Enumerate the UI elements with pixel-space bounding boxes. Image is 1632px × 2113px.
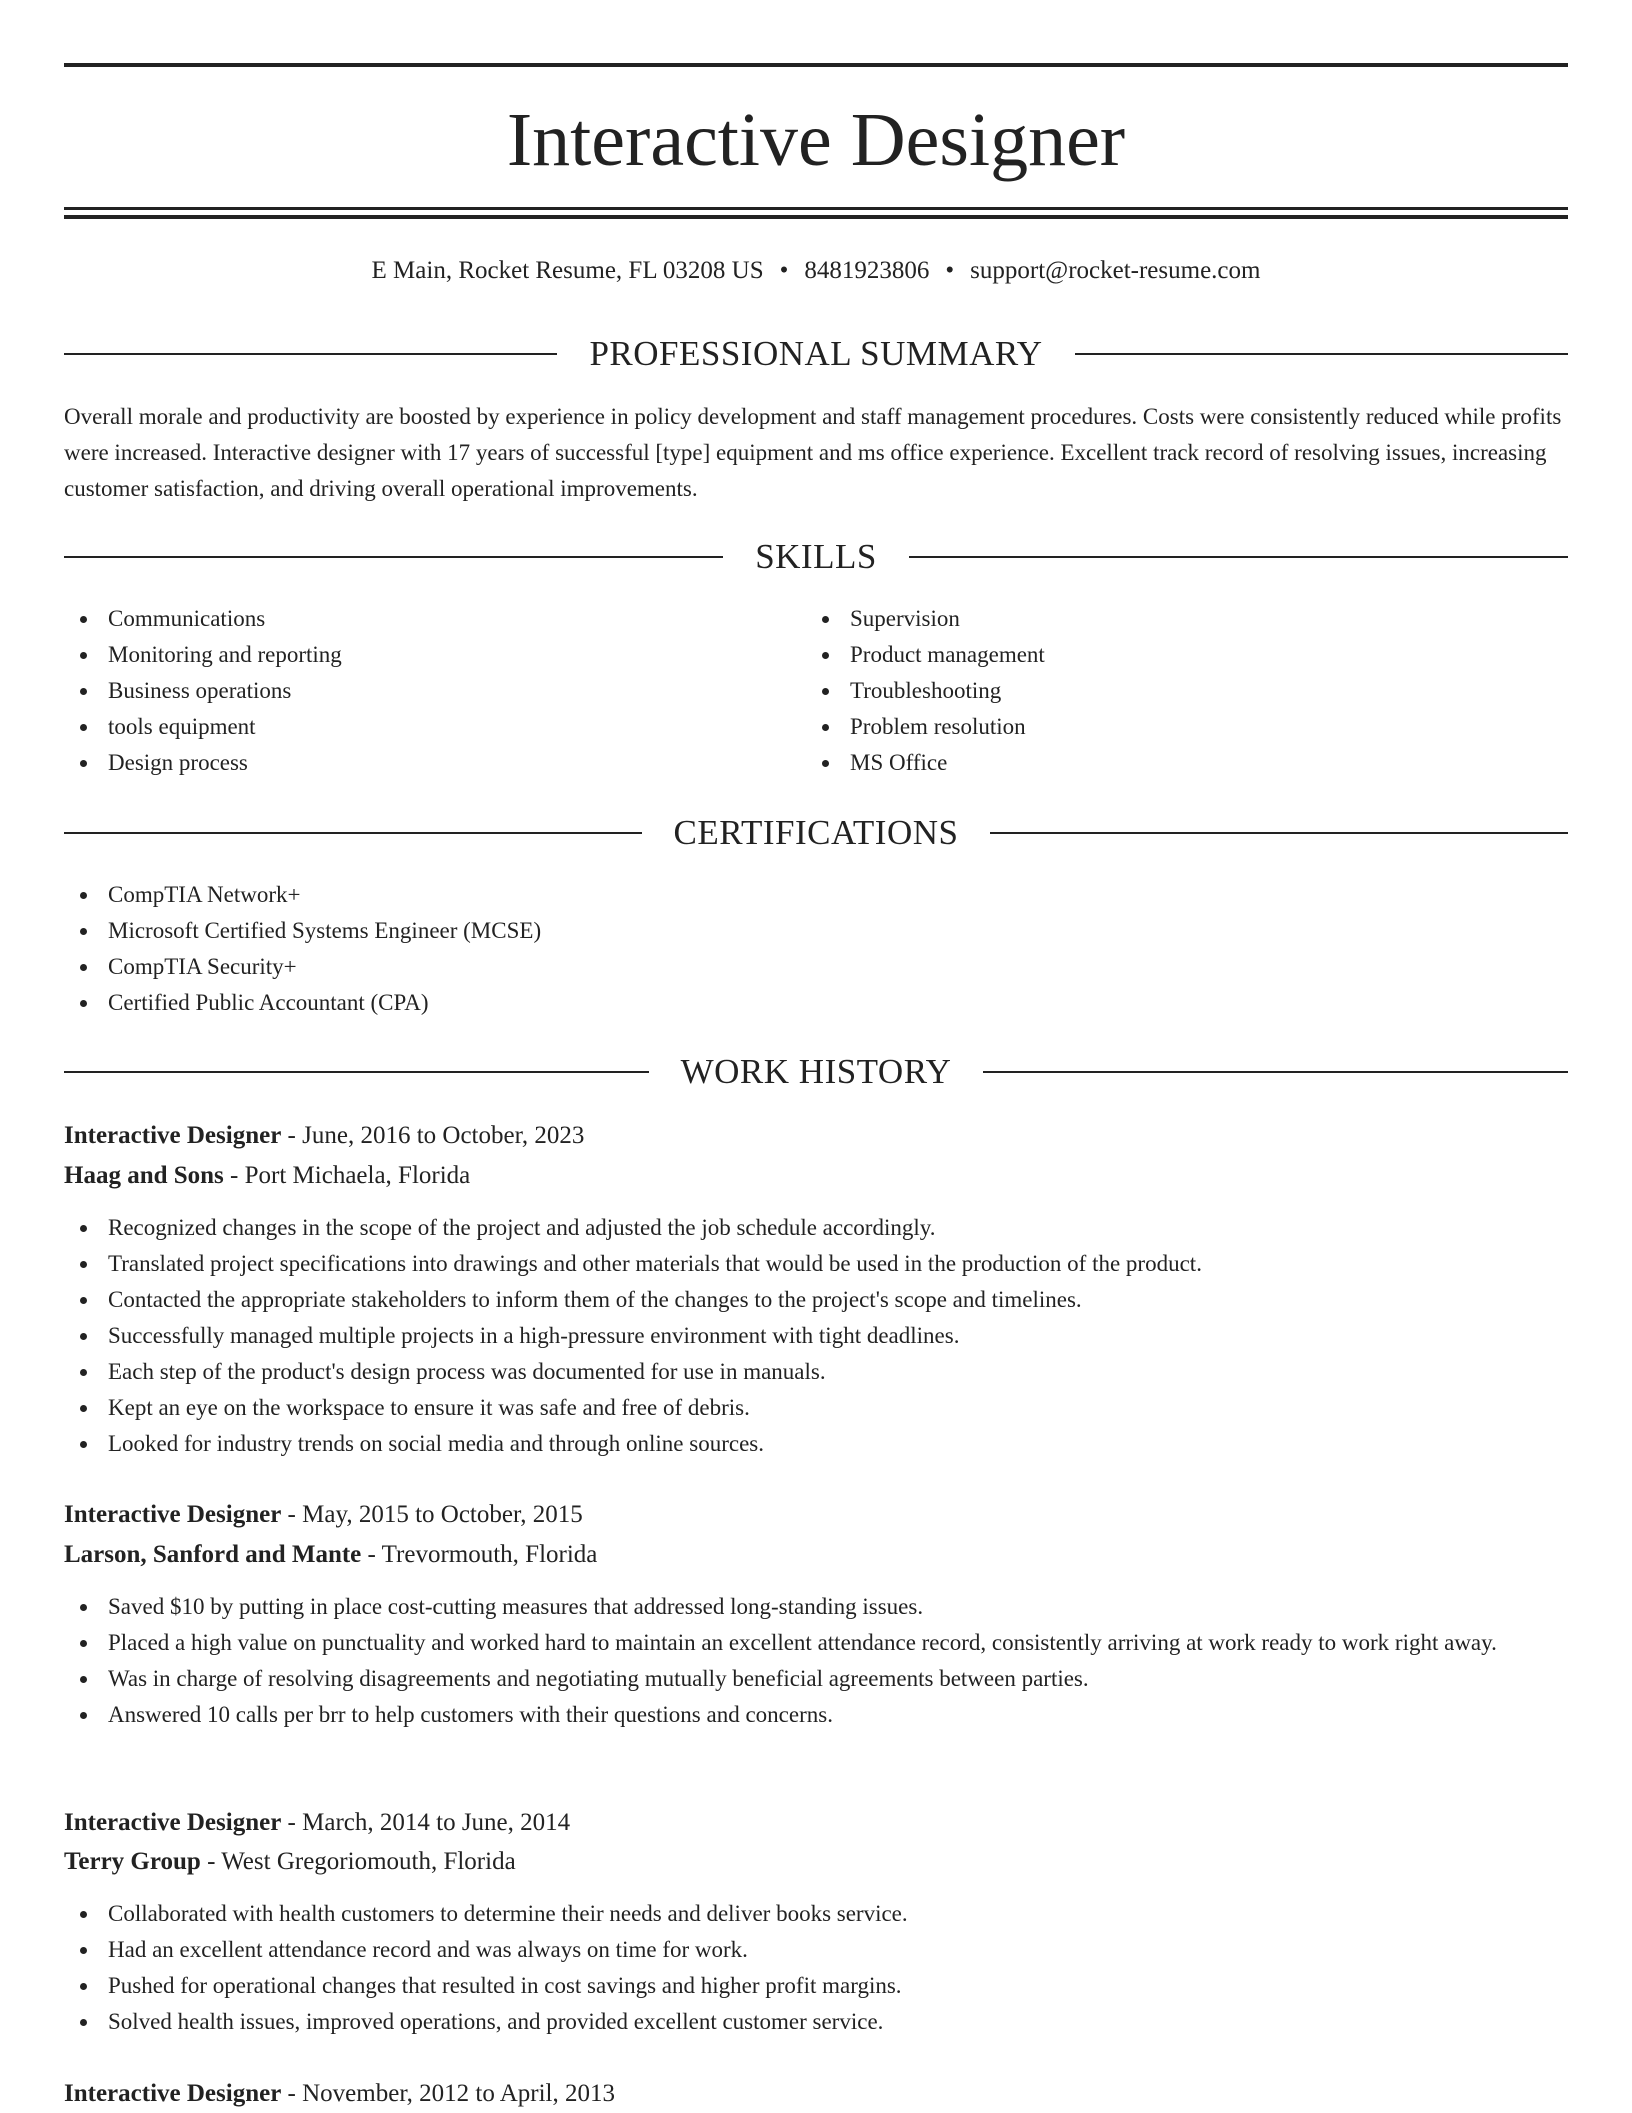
job-title-line bbox=[64, 1496, 1568, 1534]
job-company: Terry Group bbox=[64, 1848, 201, 1875]
section-heading-work-history bbox=[64, 1048, 1568, 1096]
contact-line bbox=[64, 253, 1568, 289]
certification-item: CompTIA Network+ bbox=[64, 877, 1568, 913]
contact-separator: • bbox=[779, 257, 789, 284]
job-bullet: Recognized changes in the scope of the project and adjusted the job schedule accordingly. bbox=[64, 1210, 1568, 1246]
job-bullets bbox=[64, 1210, 1568, 1462]
job-dates: - May, 2015 to October, 2015 bbox=[281, 1501, 583, 1528]
job-title-line bbox=[64, 1117, 1568, 1155]
job-location: - West Gregoriomouth, Florida bbox=[200, 1848, 516, 1875]
skill-item: Monitoring and reporting bbox=[64, 637, 764, 673]
job-dates: - March, 2014 to June, 2014 bbox=[281, 1809, 571, 1836]
job-bullet: Had an excellent attendance record and was always on time for work. bbox=[64, 1932, 1568, 1968]
job-bullet: Kept an eye on the workspace to ensure it was safe and free of debris. bbox=[64, 1390, 1568, 1426]
job-bullet: Pushed for operational changes that resulted in cost savings and higher profit margins. bbox=[64, 1968, 1568, 2004]
certification-item: Certified Public Accountant (CPA) bbox=[64, 985, 1568, 1021]
skill-item: Troubleshooting bbox=[806, 673, 1506, 709]
job-company: Haag and Sons bbox=[64, 1162, 224, 1189]
job-dates: - June, 2016 to October, 2023 bbox=[281, 1122, 585, 1149]
skill-item: Problem resolution bbox=[806, 709, 1506, 745]
job-bullet: Each step of the product's design process was documented for use in manuals. bbox=[64, 1354, 1568, 1390]
job-bullets bbox=[64, 1589, 1568, 1733]
job-bullet: Contacted the appropriate stakeholders to inform them of the changes to the project's scope and timelines. bbox=[64, 1282, 1568, 1318]
job-bullet: Was in charge of resolving disagreements and negotiating mutually beneficial agreements between parties. bbox=[64, 1661, 1568, 1697]
job-title: Interactive Designer bbox=[64, 2080, 282, 2107]
section-rule-right bbox=[1075, 353, 1568, 355]
job-location: - Port Michaela, Florida bbox=[223, 1162, 471, 1189]
section-title: WORK HISTORY bbox=[680, 1052, 952, 1091]
section-rule-left bbox=[64, 556, 723, 558]
job-bullet: Collaborated with health customers to determine their needs and deliver books service. bbox=[64, 1896, 1568, 1932]
job-bullet: Placed a high value on punctuality and worked hard to maintain an excellent attendance record, consistently arriving at work ready to work right away. bbox=[64, 1625, 1568, 1661]
section-heading-certifications bbox=[64, 809, 1568, 857]
skill-item: Communications bbox=[64, 601, 764, 637]
certifications-list bbox=[64, 877, 1568, 1021]
job-title-line bbox=[64, 2075, 1568, 2113]
header-top-rule bbox=[64, 63, 1568, 67]
section-heading-skills bbox=[64, 533, 1568, 581]
job-company-line bbox=[64, 1157, 1568, 1195]
job-location: - Trevormouth, Florida bbox=[361, 1541, 598, 1568]
job-dates: - November, 2012 to April, 2013 bbox=[281, 2080, 615, 2107]
job-title-line bbox=[64, 1804, 1568, 1842]
skill-item: Supervision bbox=[806, 601, 1506, 637]
job-bullet: Successfully managed multiple projects in a high-pressure environment with tight deadlines. bbox=[64, 1318, 1568, 1354]
section-rule-left bbox=[64, 832, 642, 834]
job-title: Interactive Designer bbox=[64, 1122, 282, 1149]
job-company-line bbox=[64, 1843, 1568, 1881]
skills-list-right bbox=[806, 601, 1506, 781]
section-rule-left bbox=[64, 353, 557, 355]
job-title: Interactive Designer bbox=[64, 1501, 282, 1528]
section-rule-right bbox=[983, 1071, 1568, 1073]
job-company-line bbox=[64, 1536, 1568, 1574]
skill-item: tools equipment bbox=[64, 709, 764, 745]
section-rule-right bbox=[990, 832, 1568, 834]
certification-item: CompTIA Security+ bbox=[64, 949, 1568, 985]
section-title: SKILLS bbox=[755, 537, 877, 576]
job-bullet: Looked for industry trends on social media and through online sources. bbox=[64, 1426, 1568, 1462]
summary-text: Overall morale and productivity are boosted by experience in policy development and staff management procedures. Costs were consistently reduced while profits were increased. Interactive designer with 17 years of successful [type] equipment and ms office experience. Excellent track record of resolving issues, increasing customer satisfaction, and driving overall operational improvements. bbox=[64, 404, 1562, 501]
skills-list-left bbox=[64, 601, 764, 781]
skill-item: MS Office bbox=[806, 745, 1506, 781]
job-bullet: Translated project specifications into drawings and other materials that would be used in the production of the product. bbox=[64, 1246, 1568, 1282]
contact-email: support@rocket-resume.com bbox=[970, 257, 1261, 284]
job-bullet: Saved $10 by putting in place cost-cutting measures that addressed long-standing issues. bbox=[64, 1589, 1568, 1625]
contact-separator: • bbox=[945, 257, 955, 284]
header-double-rule-lower bbox=[64, 215, 1568, 219]
section-title: CERTIFICATIONS bbox=[673, 813, 959, 852]
section-rule-right bbox=[909, 556, 1568, 558]
job-bullets bbox=[64, 1896, 1568, 2040]
section-rule-left bbox=[64, 1071, 649, 1073]
job-bullet: Solved health issues, improved operations, and provided excellent customer service. bbox=[64, 2004, 1568, 2040]
skill-item: Product management bbox=[806, 637, 1506, 673]
job-title: Interactive Designer bbox=[64, 1809, 282, 1836]
section-title: PROFESSIONAL SUMMARY bbox=[589, 334, 1043, 373]
job-bullet: Answered 10 calls per brr to help customers with their questions and concerns. bbox=[64, 1697, 1568, 1733]
contact-phone: 8481923806 bbox=[804, 257, 930, 284]
header-double-rule-upper bbox=[64, 207, 1568, 210]
skill-item: Business operations bbox=[64, 673, 764, 709]
resume-name: Interactive Designer bbox=[506, 98, 1126, 182]
job-company: Larson, Sanford and Mante bbox=[64, 1541, 362, 1568]
contact-address: E Main, Rocket Resume, FL 03208 US bbox=[371, 257, 764, 284]
certification-item: Microsoft Certified Systems Engineer (MCSE) bbox=[64, 913, 1568, 949]
skill-item: Design process bbox=[64, 745, 764, 781]
section-heading-summary bbox=[64, 330, 1568, 378]
